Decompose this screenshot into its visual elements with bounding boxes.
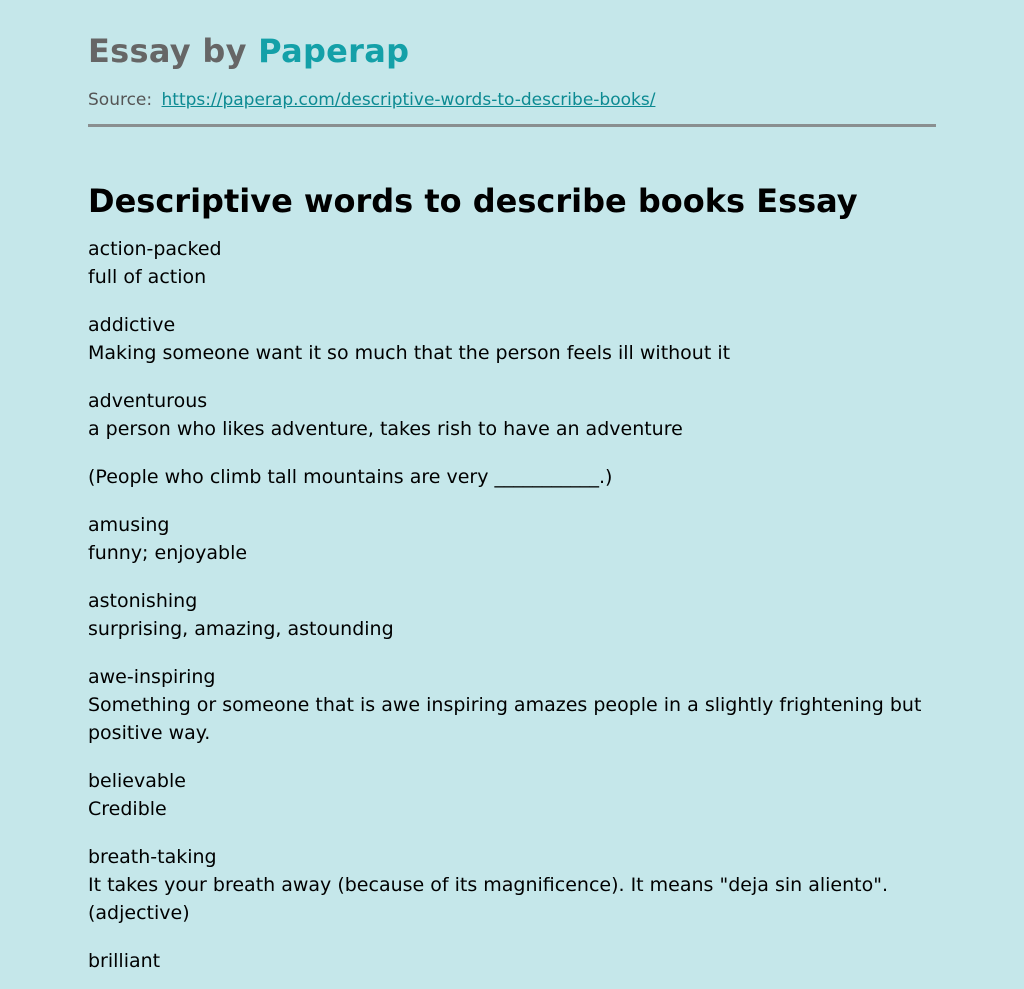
entry-list: [88, 235, 936, 975]
entry-term: brilliant: [88, 950, 161, 972]
source-label: Source:: [88, 90, 153, 110]
brand-name: Paperap: [258, 32, 410, 70]
entry-action-packed: [88, 235, 936, 291]
source-line: [88, 89, 936, 111]
essay-title: Descriptive words to describe books Essay: [88, 182, 858, 220]
entry-term: action-packed: [88, 238, 222, 260]
entry-awe-inspiring: [88, 663, 936, 747]
entry-adventurous: [88, 387, 936, 443]
entry-term: adventurous: [88, 390, 208, 412]
entry-example-sentence: [88, 463, 936, 491]
entry-brilliant: [88, 947, 936, 975]
site-brand: [88, 0, 936, 70]
entry-term: addictive: [88, 314, 176, 336]
entry-definition: funny; enjoyable: [88, 542, 248, 564]
entry-term: awe-inspiring: [88, 666, 216, 688]
entry-amusing: [88, 511, 936, 567]
entry-believable: [88, 767, 936, 823]
entry-breath-taking: [88, 843, 936, 927]
entry-definition: surprising, amazing, astounding: [88, 618, 394, 640]
entry-term: believable: [88, 770, 186, 792]
entry-definition: (People who climb tall mountains are very ___________.): [88, 466, 613, 488]
source-link[interactable]: https://paperap.com/descriptive-words-to-describe-books/: [161, 90, 656, 110]
entry-definition: Credible: [88, 798, 167, 820]
essay-page: [88, 0, 936, 975]
entry-definition: Something or someone that is awe inspiring amazes people in a slightly frightening but positive way.: [88, 694, 922, 744]
entry-addictive: [88, 311, 936, 367]
entry-astonishing: [88, 587, 936, 643]
entry-definition: It takes your breath away (because of its magnificence). It means "deja sin aliento". (adjective): [88, 874, 888, 924]
header-divider: [88, 124, 936, 127]
entry-term: astonishing: [88, 590, 198, 612]
entry-term: amusing: [88, 514, 170, 536]
entry-term: breath-taking: [88, 846, 217, 868]
entry-definition: Making someone want it so much that the person feels ill without it: [88, 342, 731, 364]
entry-definition: a person who likes adventure, takes rish to have an adventure: [88, 418, 683, 440]
entry-definition: full of action: [88, 266, 207, 288]
brand-prefix: Essay by: [88, 32, 259, 70]
